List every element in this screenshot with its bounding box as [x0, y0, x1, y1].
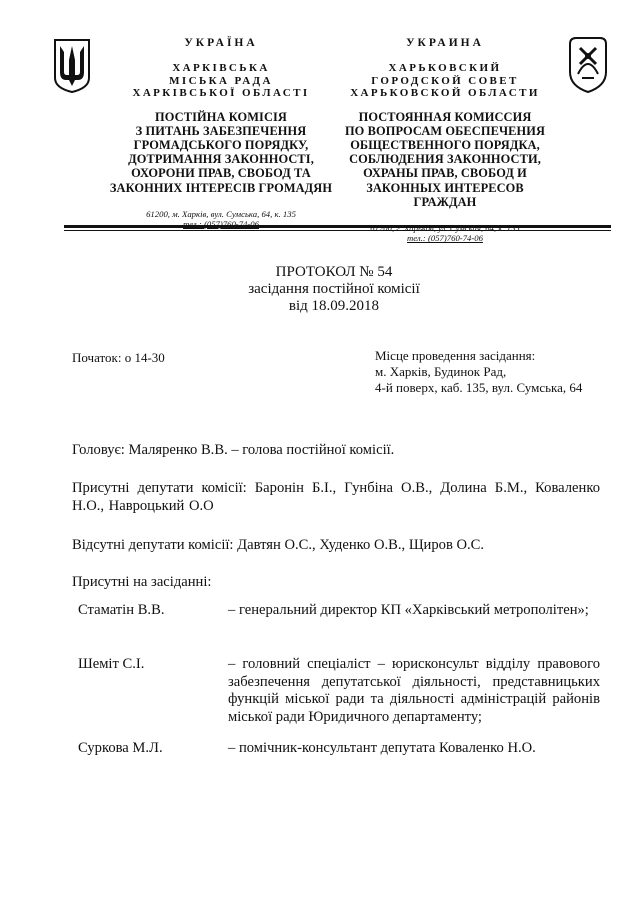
header-divider-thick	[64, 225, 611, 228]
venue-line: 4-й поверх, каб. 135, вул. Сумська, 64	[375, 380, 583, 395]
attendee-name: Шеміт С.І.	[78, 656, 145, 672]
attendees-heading: Присутні на засіданні:	[72, 574, 212, 590]
attendee-name: Суркова М.Л.	[78, 740, 163, 756]
meeting-start-time: Початок: о 14-30	[72, 350, 165, 365]
commission-name-ua	[108, 110, 334, 195]
protocol-subtitle: засідання постійної комісії	[248, 281, 420, 297]
commission-line: З ПИТАНЬ ЗАБЕЗПЕЧЕННЯ	[135, 123, 307, 138]
country-name-ua: УКРАЇНА	[184, 37, 258, 49]
address-line: 61200, м. Харків, вул. Сумська, 64, к. 135	[146, 208, 296, 219]
attendee-description: – головний спеціаліст – юрисконсульт відділу правового забезпечення депутатської діяльності, представницьких функцій міської ради та діяльності адміністрацій районів міської ради Юридичного департаменту;	[228, 656, 600, 725]
commission-line: ПО ВОПРОСАМ ОБЕСПЕЧЕНИЯ	[344, 123, 546, 138]
header-russian	[336, 36, 554, 244]
council-line: ХАРКІВСЬКА	[172, 62, 270, 74]
commission-line: ЗАКОННИХ ІНТЕРЕСІВ ГРОМАДЯН	[109, 180, 333, 195]
protocol-date: від 18.09.2018	[288, 298, 380, 314]
commission-line: ОХОРОНИ ПРАВ, СВОБОД ТА	[131, 166, 311, 181]
header-ukrainian	[108, 36, 334, 230]
commission-line: ДОТРИМАННЯ ЗАКОННОСТІ,	[128, 152, 314, 167]
protocol-number: ПРОТОКОЛ № 54	[275, 264, 393, 280]
council-line: ХАРКІВСЬКОЇ ОБЛАСТІ	[132, 87, 310, 99]
commission-line: ПОСТІЙНА КОМІСІЯ	[155, 109, 287, 124]
country-name-ru: УКРАИНА	[406, 37, 484, 49]
council-line: МІСЬКА РАДА	[169, 74, 273, 87]
venue-line: м. Харків, Будинок Рад,	[375, 364, 507, 379]
commission-line: ОБЩЕСТВЕННОГО ПОРЯДКА,	[350, 137, 540, 152]
attendee-description: – генеральний директор КП «Харківський метрополітен»;	[228, 602, 589, 618]
present-deputies: Присутні депутати комісії: Баронін Б.І., Гунбіна О.В., Долина Б.М., Коваленко Н.О., Навроцький О.О	[72, 480, 600, 514]
council-name-ru	[336, 62, 554, 100]
council-name-ua	[108, 62, 334, 100]
meeting-venue	[375, 348, 582, 396]
council-line: ГОРОДСКОЙ СОВЕТ	[371, 74, 519, 87]
commission-line: СОБЛЮДЕНИЯ ЗАКОННОСТИ,	[349, 152, 541, 167]
ukraine-trident-emblem-icon	[52, 38, 92, 94]
absent-deputies: Відсутні депутати комісії: Давтян О.С., Худенко О.В., Щиров О.С.	[72, 537, 485, 553]
protocol-title	[170, 264, 498, 315]
venue-line: Місце проведення засідання:	[375, 348, 536, 363]
header-divider-thin	[64, 230, 611, 231]
phone-line: тел.: (057)760-74-06	[407, 233, 483, 244]
council-line: ХАРЬКОВСКОЙ ОБЛАСТИ	[350, 87, 540, 99]
commission-line: ГРОМАДСЬКОГО ПОРЯДКУ,	[133, 137, 309, 152]
attendee-name: Стаматін В.В.	[78, 602, 165, 618]
commission-line: ЗАКОННЫХ ИНТЕРЕСОВ ГРАЖДАН	[366, 180, 524, 209]
commission-line: ОХРАНЫ ПРАВ, СВОБОД И	[363, 166, 527, 181]
kharkiv-coat-of-arms-icon	[566, 34, 610, 94]
council-line: ХАРЬКОВСКИЙ	[388, 62, 502, 74]
commission-name-ru	[336, 110, 554, 209]
commission-line: ПОСТОЯННАЯ КОМИССИЯ	[358, 109, 532, 124]
chairperson-line: Головує: Маляренко В.В. – голова постійної комісії.	[72, 442, 395, 458]
attendee-description: – помічник-консультант депутата Коваленко Н.О.	[228, 740, 536, 756]
